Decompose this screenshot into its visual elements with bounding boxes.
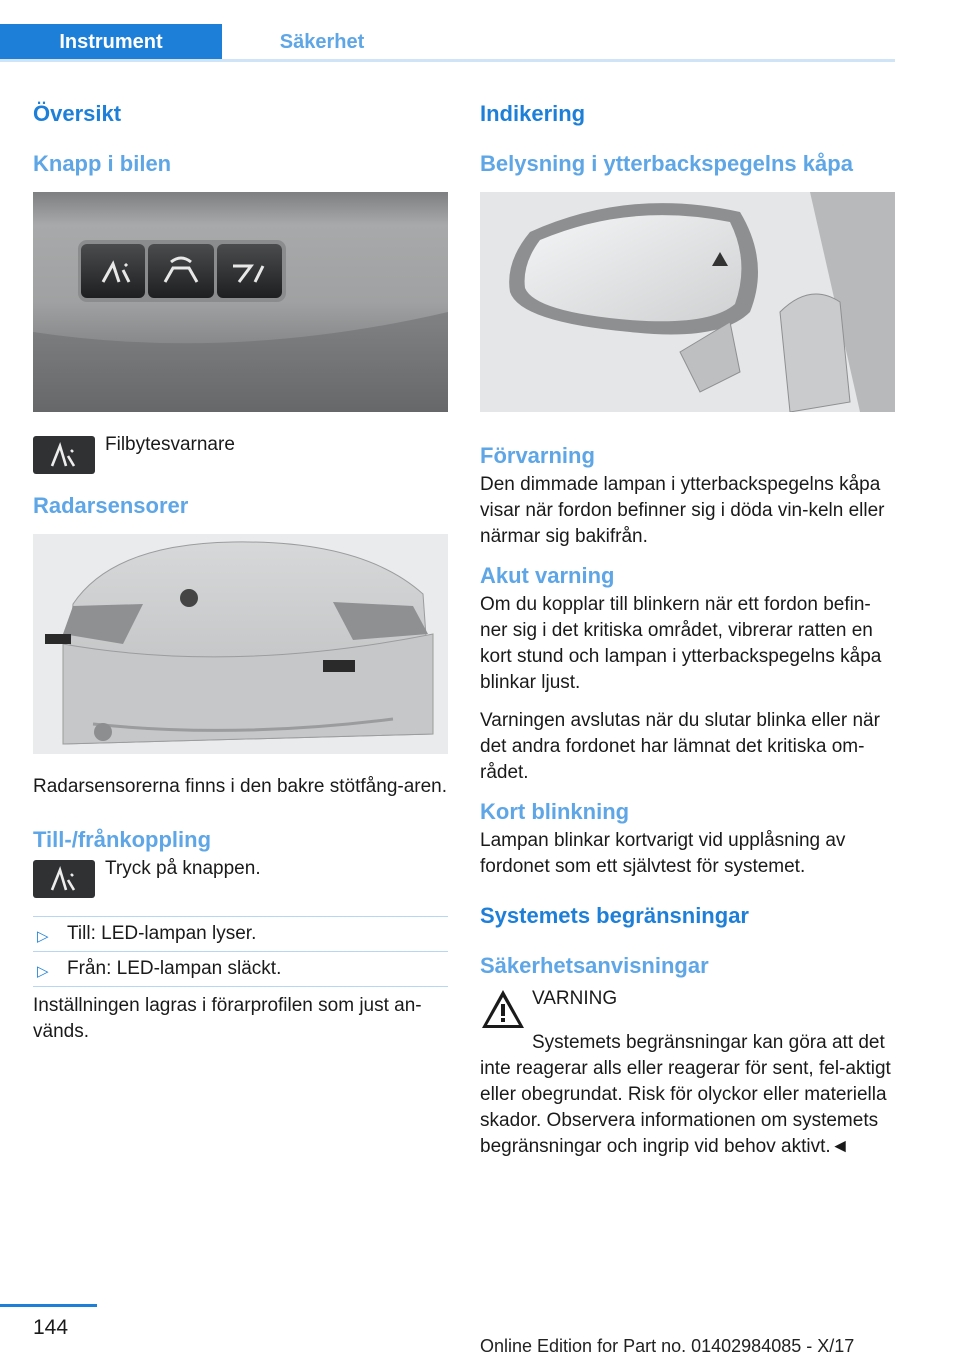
heading-systemets-begransningar: Systemets begränsningar: [480, 903, 749, 928]
heading-mirror-lighting: Belysning i ytterbackspegelns kåpa: [480, 151, 853, 176]
lane-change-warning-icon: [33, 860, 95, 898]
tab-instrument[interactable]: Instrument: [0, 24, 222, 60]
chapter-tabs: [0, 24, 422, 60]
heading-indikering: Indikering: [480, 101, 586, 126]
heading-sakerhetsanvisningar: Säkerhetsanvisningar: [480, 953, 709, 978]
warning-body: Systemets begränsningar kan göra att det inte reagerar alls eller reagerar för sent, fel-aktigt eller obegrundat. Risk för olyckor eller materiella skador. Observera informationen om systemets begränsningar och ingrip vid behov aktivt.◄: [480, 1032, 891, 1157]
lane-change-warning-icon: [33, 436, 95, 474]
heading-till-frankoppling: Till-/frånkoppling: [33, 827, 212, 852]
list-item: [33, 951, 448, 987]
bullet-on-text: Till: LED-lampan lyser.: [67, 923, 257, 944]
lane-warning-row: [33, 432, 448, 474]
side-mirror-photo: [480, 192, 895, 412]
lane-warning-label: Filbytesvarnare: [105, 434, 235, 455]
bullet-triangle-icon: ▷: [37, 928, 49, 945]
tab-divider: [0, 59, 895, 62]
tab-sakerhet[interactable]: Säkerhet: [279, 30, 365, 53]
short-blink-text: Lampan blinkar kortvarigt vid upplåsning av fordonet som ett självtest för systemet.: [480, 830, 846, 877]
profile-storage-text: Inställningen lagras i förarprofilen som just an-vänds.: [33, 995, 422, 1042]
switch-row: [33, 856, 448, 898]
heading-oversikt: Översikt: [33, 101, 122, 126]
heading-knapp-i-bilen: Knapp i bilen: [33, 151, 172, 176]
warning-triangle-icon: [480, 988, 526, 1030]
heading-akut-varning: Akut varning: [480, 563, 615, 588]
right-column: [480, 100, 895, 1172]
bullet-triangle-icon: ▷: [37, 963, 49, 980]
radar-description: Radarsensorerna finns i den bakre stötfång-aren.: [33, 776, 448, 797]
prewarn-text: Den dimmade lampan i ytterbackspegelns kåpa visar när fordon befinner sig i döda vin-keln eller närmar sig bakifrån.: [480, 474, 885, 547]
warning-content: [532, 986, 617, 1012]
page-number: 144: [33, 1316, 69, 1339]
heading-radarsensorer: Radarsensorer: [33, 493, 189, 518]
footer-rule: [0, 1304, 97, 1307]
edition-note: Online Edition for Part no. 01402984085 - X/17: [480, 1336, 855, 1356]
acute-text-1: Om du kopplar till blinkern när ett fordon befin-ner sig i det kritiska området, vibrerar ratten en kort stund och lampan i ytterbackspegelns kåpa blinkar ljust.: [480, 594, 882, 693]
state-list: [33, 916, 448, 987]
warning-text: [480, 1030, 895, 1160]
warning-box: [480, 986, 895, 1030]
switch-instruction: Tryck på knappen.: [105, 858, 261, 879]
bullet-off-text: Från: LED-lampan släckt.: [67, 958, 282, 979]
heading-kort-blinkning: Kort blinkning: [480, 799, 630, 824]
warning-title: VARNING: [532, 988, 618, 1009]
heading-forvarning: Förvarning: [480, 443, 595, 468]
list-item: [33, 916, 448, 951]
button-panel-photo: [33, 192, 448, 412]
car-rear-photo: [33, 534, 448, 754]
acute-text-2: Varningen avslutas när du slutar blinka eller när det andra fordonet har lämnat det kritiska om-rådet.: [480, 710, 880, 783]
left-column: [33, 100, 448, 1057]
